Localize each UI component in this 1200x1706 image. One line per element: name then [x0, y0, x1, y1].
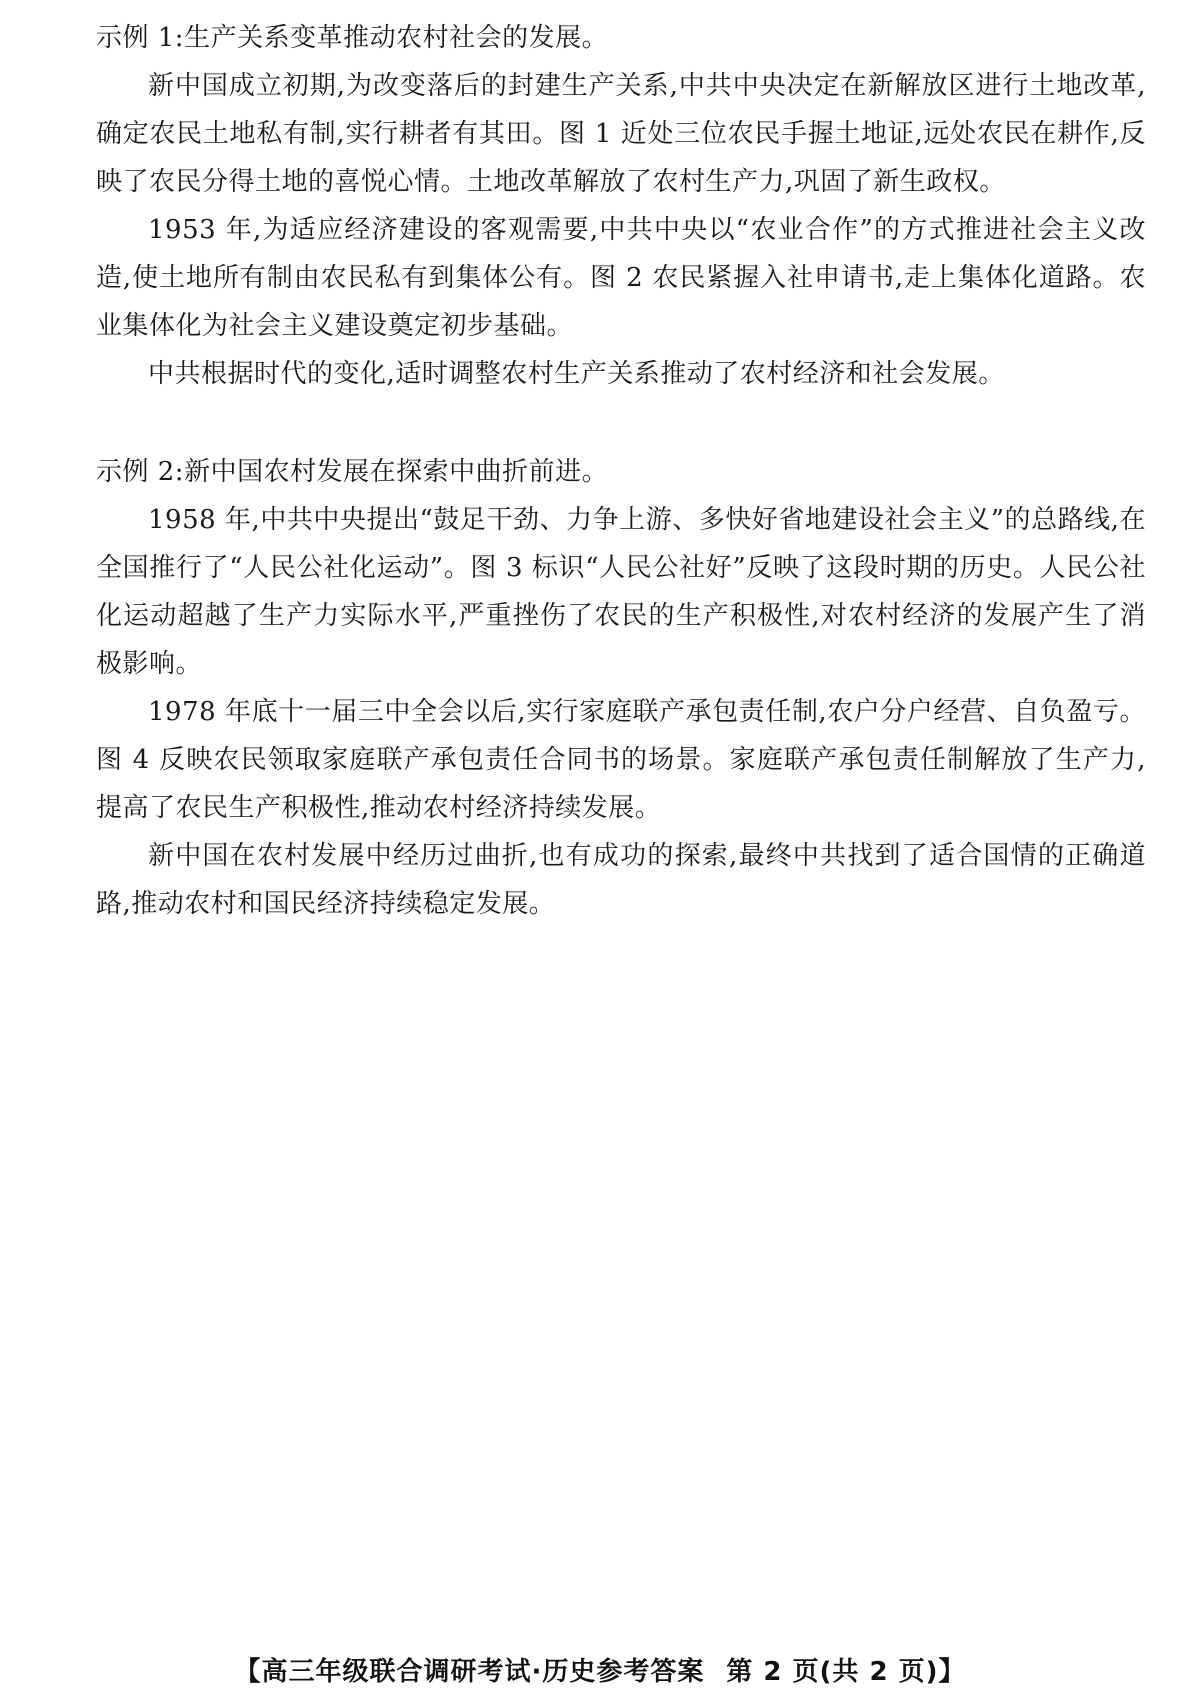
footer-exam-title: 【高三年级联合调研考试·历史参考答案	[234, 1657, 705, 1687]
example-2-paragraph-3: 新中国在农村发展中经历过曲折,也有成功的探索,最终中共找到了适合国情的正确道路,推动农村和国民经济持续稳定发展。	[96, 841, 1146, 919]
page-footer	[0, 1654, 1200, 1690]
example-2-paragraph-2: 1978 年底十一届三中全会以后,实行家庭联产承包责任制,农户分户经营、自负盈亏。图 4 反映农民领取家庭联产承包责任合同书的场景。家庭联产承包责任制解放了生产力,提高了农民生产积极性,推动农村经济持续发展。	[96, 697, 1146, 823]
example-1-paragraph-1: 新中国成立初期,为改变落后的封建生产关系,中共中央决定在新解放区进行土地改革,确定农民土地私有制,实行耕者有其田。图 1 近处三位农民手握土地证,远处农民在耕作,反映了农民分得土地的喜悦心情。土地改革解放了农村生产力,巩固了新生政权。	[96, 71, 1146, 197]
example-1-title: 示例 1:生产关系变革推动农村社会的发展。	[96, 23, 609, 53]
example-2-section	[96, 448, 1146, 928]
example-1-section	[96, 14, 1146, 398]
footer-page-info: 第 2 页(共 2 页)】	[726, 1657, 966, 1687]
answer-page	[96, 14, 1146, 928]
example-1-paragraph-3: 中共根据时代的变化,适时调整农村生产关系推动了农村经济和社会发展。	[148, 359, 1005, 389]
example-1-paragraph-2: 1953 年,为适应经济建设的客观需要,中共中央以“农业合作”的方式推进社会主义改造,使土地所有制由农民私有到集体公有。图 2 农民紧握入社申请书,走上集体化道路。农业集体化为社会主义建设奠定初步基础。	[96, 215, 1146, 341]
example-2-title: 示例 2:新中国农村发展在探索中曲折前进。	[96, 457, 609, 487]
example-2-paragraph-1: 1958 年,中共中央提出“鼓足干劲、力争上游、多快好省地建设社会主义”的总路线,在全国推行了“人民公社化运动”。图 3 标识“人民公社好”反映了这段时期的历史。人民公社化运动超越了生产力实际水平,严重挫伤了农民的生产积极性,对农村经济的发展产生了消极影响。	[96, 505, 1146, 679]
